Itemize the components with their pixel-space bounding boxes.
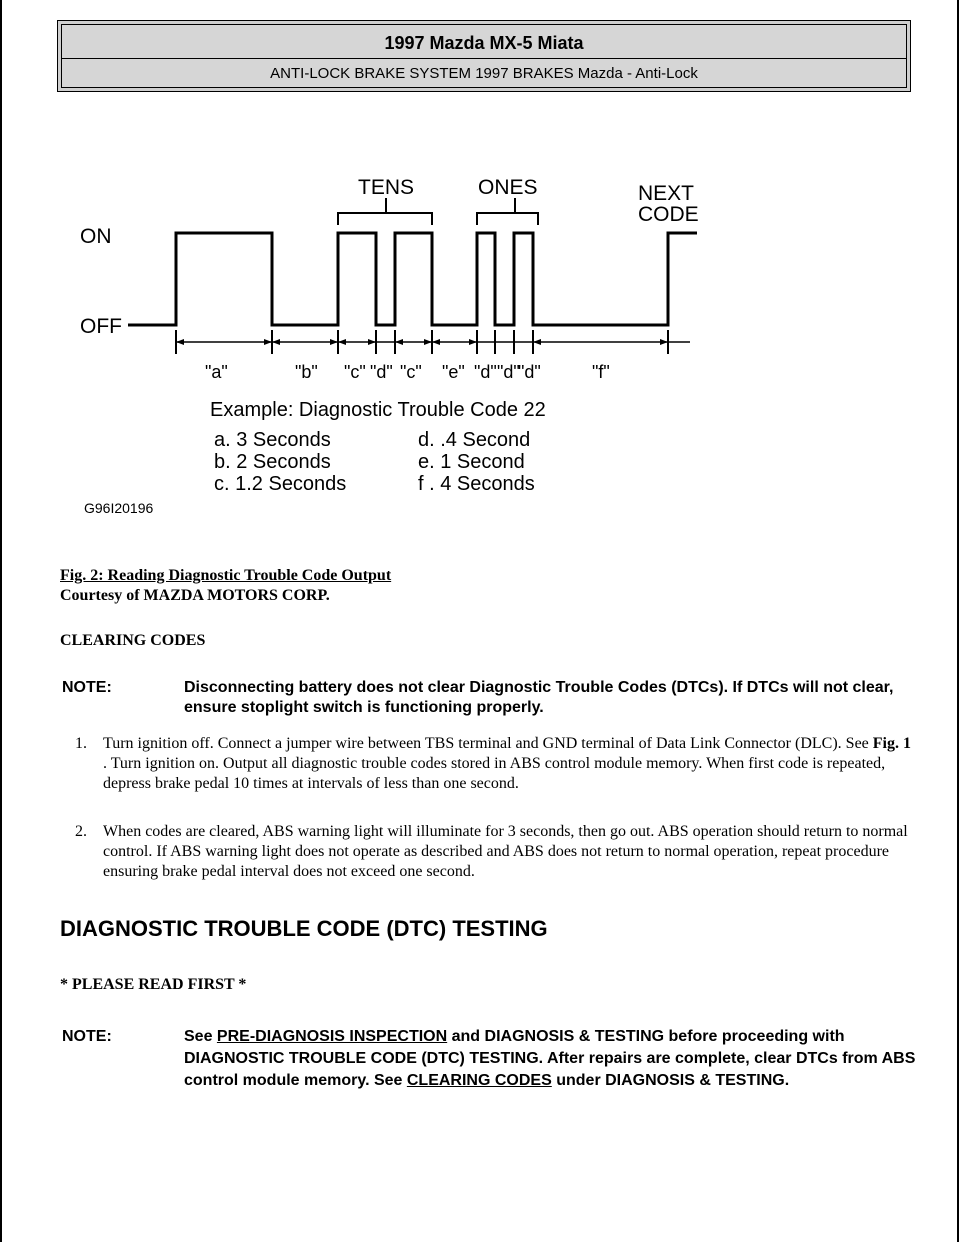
label-e: "e" [442,362,465,382]
label-f: "f" [592,362,610,382]
page-header [57,20,911,92]
tens-bracket [338,213,432,225]
label-c1: "c" [344,362,366,382]
page-right-border [957,0,959,1242]
legend-d: d. .4 Second [418,429,531,451]
legend-b: b. 2 Seconds [214,451,331,473]
label-c2: "c" [400,362,422,382]
pre-diagnosis-link[interactable]: PRE-DIAGNOSIS INSPECTION [216,1028,448,1045]
label-b: "b" [295,362,318,382]
legend-f: f . 4 Seconds [418,473,535,495]
fig-1-link[interactable]: Fig. 1 [872,735,911,752]
dtc-timing-diagram [60,150,760,530]
note-label: NOTE: [62,1028,112,1045]
ones-bracket [477,213,538,225]
label-a: "a" [205,362,228,382]
label-d2: "d" [474,362,497,382]
legend-c: c. 1.2 Seconds [214,473,347,495]
step-text: Turn ignition off. Connect a jumper wire between TBS terminal and GND terminal of Data Link Connector (DLC). See Fig. 1 . Turn ignition on. Output all diagnostic trouble codes stored in ABS control module memory. When first code is repeated, depress brake pedal 10 times at intervals of less than one second. [103,735,911,792]
note-text: See PRE-DIAGNOSIS INSPECTION and DIAGNOSIS & TESTING before proceeding with DIAGNOSTIC TROUBLE CODE (DTC) TESTING. After repairs are complete, clear DTCs from ABS control module memory. See CLEARING CODES under DIAGNOSIS & TESTING. [184,1028,916,1089]
clearing-codes-heading: CLEARING CODES [60,632,206,649]
signal-waveform [128,233,697,325]
label-off: OFF [80,315,122,338]
page-subtitle: ANTI-LOCK BRAKE SYSTEM 1997 BRAKES Mazda - Anti-Lock [270,65,698,82]
read-first-label: * PLEASE READ FIRST * [60,976,247,993]
label-next: NEXT [638,182,695,205]
clearing-codes-link[interactable]: CLEARING CODES [406,1072,552,1089]
figure-caption-title[interactable]: Fig. 2: Reading Diagnostic Trouble Code Output [60,567,392,584]
label-d1: "d" [370,362,393,382]
label-on: ON [80,225,112,248]
page-title: 1997 Mazda MX-5 Miata [384,33,584,53]
example-caption: Example: Diagnostic Trouble Code 22 [210,399,546,421]
legend-a: a. 3 Seconds [214,429,331,451]
label-code: CODE [638,203,699,226]
figure-caption [60,566,391,606]
dtc-testing-heading: DIAGNOSTIC TROUBLE CODE (DTC) TESTING [60,916,548,941]
label-ones: ONES [478,176,538,199]
step-number: 1. [75,735,87,752]
label-d4: "d" [518,362,541,382]
step-number: 2. [75,823,87,840]
label-tens: TENS [358,176,415,199]
figure-caption-credit: Courtesy of MAZDA MOTORS CORP. [60,587,330,604]
step-text: When codes are cleared, ABS warning light will illuminate for 3 seconds, then go out. ABS operation should return to normal control. If ABS warning light does not operate as described and ABS does not return to normal operation, repeat procedure ensuring brake pedal interval does not exceed one second. [103,823,908,880]
figure-id: G96I20196 [84,500,154,516]
note-text: Disconnecting battery does not clear Diagnostic Trouble Codes (DTCs). If DTCs will not clear, ensure stoplight switch is functioning properly. [184,679,894,716]
label-d3: "d" [497,362,520,382]
header-divider [62,58,906,59]
page-header-inner [61,24,907,88]
page-left-border [0,0,2,1242]
legend-e: e. 1 Second [418,451,525,473]
note-label: NOTE: [62,679,112,696]
